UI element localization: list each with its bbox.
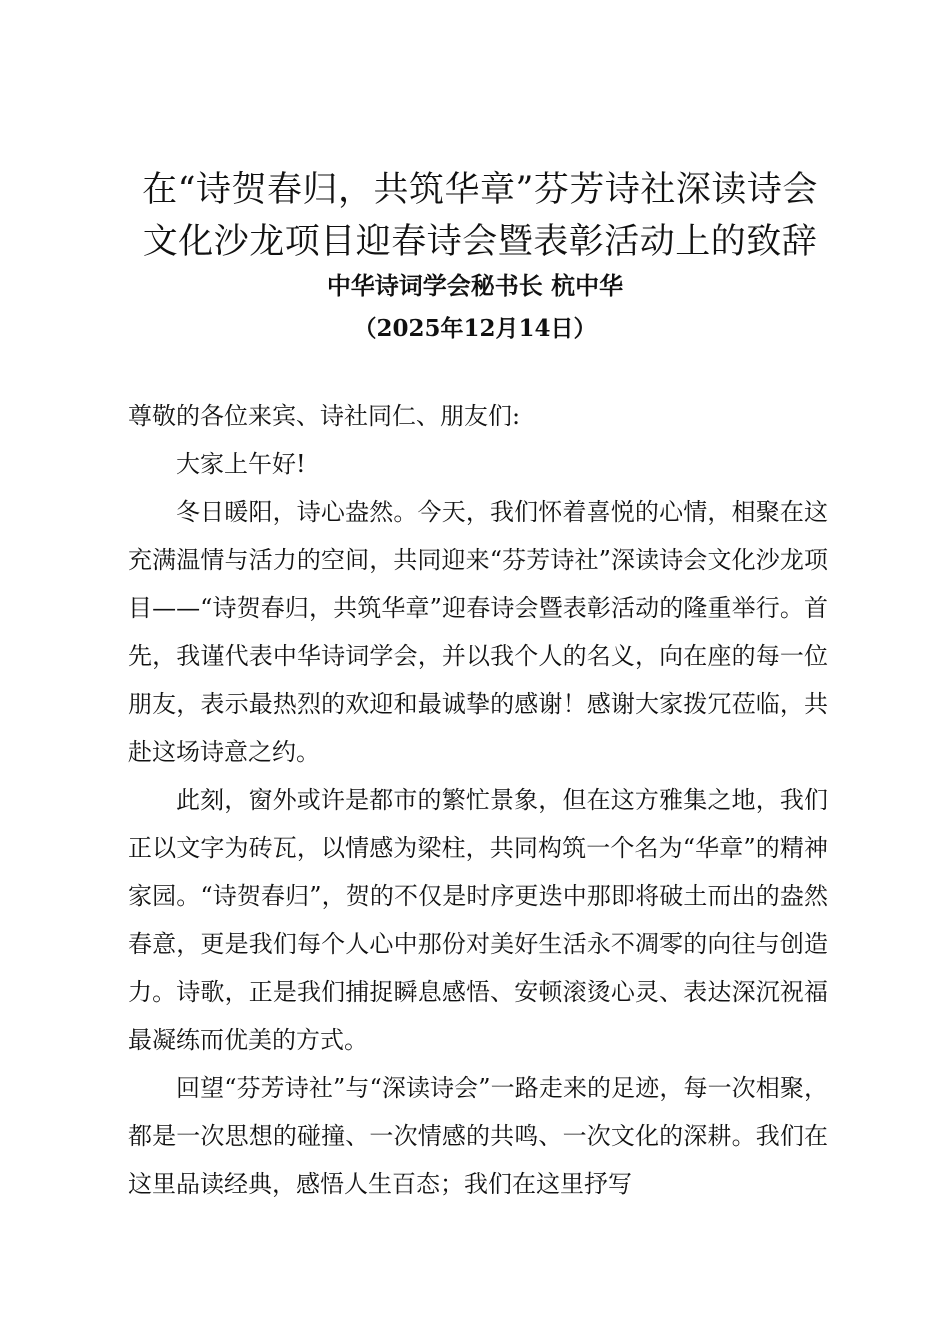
speech-body bbox=[128, 392, 828, 1208]
greeting: 大家上午好! bbox=[176, 450, 306, 478]
author-line: 中华诗词学会秘书长 杭中华 bbox=[326, 271, 624, 300]
paragraph-1: 冬日暖阳，诗心盎然。今天，我们怀着喜悦的心情，相聚在这充满温情与活力的空间，共同迎来“芬芳诗社”深读诗会文化沙龙项目——“诗贺春归，共筑华章”迎春诗会暨表彰活动的隆重举行。首先，我谨代表中华诗词学会，并以我个人的名义，向在座的每一位朋友，表示最热烈的欢迎和最诚挚的感谢！感谢大家拨冗莅临，共赴这场诗意之约。 bbox=[128, 498, 828, 766]
title-line-1: 在“诗贺春归，共筑华章”芬芳诗社深读诗会 bbox=[142, 170, 818, 210]
title-line-2: 文化沙龙项目迎春诗会暨表彰活动上的致辞 bbox=[142, 222, 818, 262]
paragraph-3: 回望“芬芳诗社”与“深读诗会”一路走来的足迹，每一次相聚，都是一次思想的碰撞、一次情感的共鸣、一次文化的深耕。我们在这里品读经典，感悟人生百态；我们在这里抒写 bbox=[128, 1074, 828, 1198]
document-title bbox=[120, 164, 840, 268]
salutation: 尊敬的各位来宾、诗社同仁、朋友们: bbox=[128, 402, 521, 430]
paragraph-2: 此刻，窗外或许是都市的繁忙景象，但在这方雅集之地，我们正以文字为砖瓦，以情感为梁柱，共同构筑一个名为“华章”的精神家园。“诗贺春归”，贺的不仅是时序更迭中那即将破土而出的盎然春意，更是我们每个人心中那份对美好生活永不凋零的向往与创造力。诗歌，正是我们捕捉瞬息感悟、安顿滚烫心灵、表达深沉祝福最凝练而优美的方式。 bbox=[128, 786, 828, 1054]
date-line: （2025年12月14日） bbox=[353, 315, 597, 342]
